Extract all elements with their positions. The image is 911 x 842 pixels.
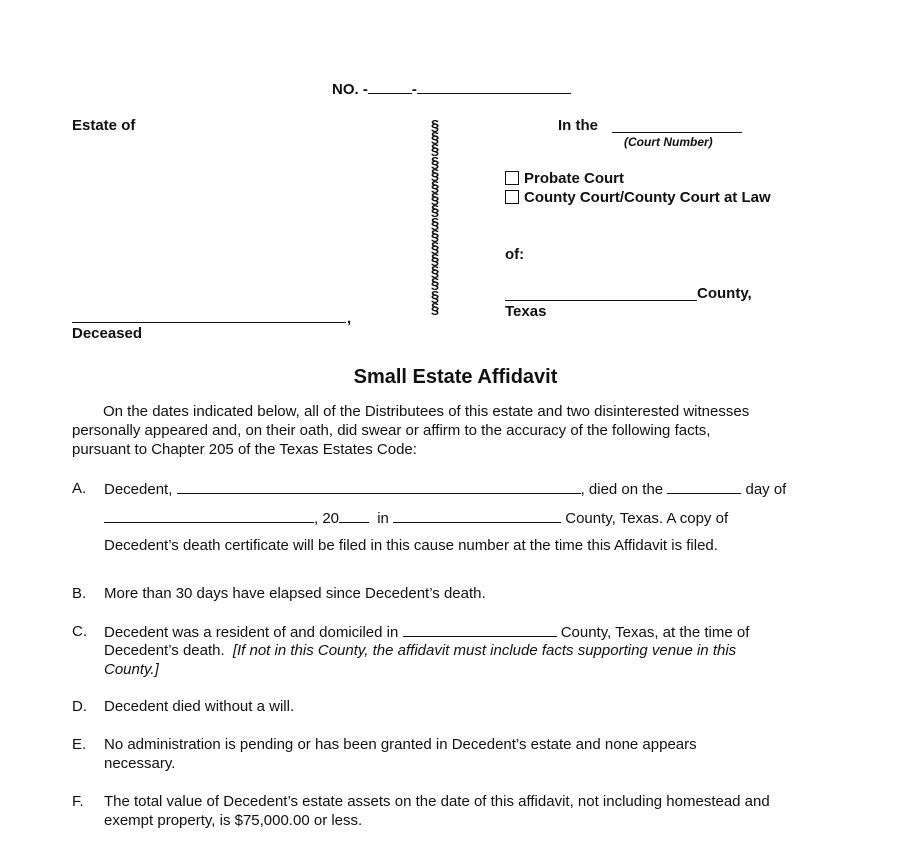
deceased-name-line[interactable]	[72, 322, 346, 323]
item-f-letter: F.	[72, 793, 84, 810]
court-number-line[interactable]	[612, 132, 742, 133]
item-a-row-2	[104, 508, 728, 528]
probate-court-checkbox[interactable]	[505, 171, 519, 185]
death-day-blank[interactable]	[667, 479, 741, 494]
county-label: County,	[697, 285, 752, 302]
item-c-row-3: County.]	[104, 661, 159, 678]
section-symbol: §	[430, 165, 440, 183]
item-a-letter: A.	[72, 480, 87, 497]
section-symbol: §	[430, 153, 440, 171]
item-a-row-3: Decedent’s death certificate will be filed in this cause number at the time this Affidavit is filed.	[104, 537, 718, 554]
in-the-label: In the	[558, 117, 598, 134]
case-number-dash: -	[411, 81, 417, 98]
probate-court-label: Probate Court	[524, 170, 625, 187]
case-number-label: NO. -	[332, 81, 368, 98]
item-f-line-2: exempt property, is $75,000.00 or less.	[104, 812, 363, 829]
section-symbol-column	[428, 117, 442, 317]
page-title: Small Estate Affidavit	[353, 366, 558, 388]
section-symbol: §	[430, 226, 440, 244]
section-symbol: §	[430, 129, 440, 147]
item-d-text: Decedent died without a will.	[104, 698, 295, 715]
item-c-row-1	[104, 622, 749, 642]
item-c-letter: C.	[72, 623, 87, 640]
court-number-caption: (Court Number)	[624, 135, 713, 149]
section-symbol: §	[430, 275, 440, 293]
deceased-comma: ,	[347, 310, 352, 327]
died-on-label: , died on the	[580, 481, 664, 498]
estate-of-label: Estate of	[72, 117, 136, 134]
item-e-letter: E.	[72, 736, 87, 753]
death-month-blank[interactable]	[104, 508, 314, 523]
section-symbol: §	[430, 177, 440, 195]
item-b-letter: B.	[72, 585, 87, 602]
county-name-line[interactable]	[505, 300, 697, 301]
item-c-text-1: Decedent was a resident of and domiciled in	[104, 624, 399, 641]
day-of-label: day of	[745, 481, 787, 498]
county-court-checkbox[interactable]	[505, 190, 519, 204]
item-c-row-2	[104, 641, 736, 660]
section-symbol: §	[430, 214, 440, 232]
item-e-line-1: No administration is pending or has been granted in Decedent’s estate and none appears	[104, 736, 697, 753]
section-symbol: §	[430, 117, 440, 134]
county-texas-label: County, Texas. A copy of	[565, 510, 729, 527]
section-symbol: §	[430, 190, 440, 208]
intro-line-3: pursuant to Chapter 205 of the Texas Estates Code:	[72, 441, 417, 458]
intro-line-2: personally appeared and, on their oath, did swear or affirm to the accuracy of the following facts,	[72, 422, 711, 439]
section-symbol: §	[430, 202, 440, 220]
case-number-blank-1[interactable]	[368, 79, 412, 94]
death-county-blank[interactable]	[393, 508, 561, 523]
case-number-blank-2[interactable]	[417, 79, 571, 94]
section-symbol: §	[430, 251, 440, 269]
intro-line-1: On the dates indicated below, all of the Distributees of this estate and two disinterested witnesses	[103, 403, 750, 420]
item-a-row-1	[104, 479, 786, 499]
section-symbol: §	[430, 141, 440, 159]
item-d-letter: D.	[72, 698, 87, 715]
court-option-county[interactable]	[505, 189, 771, 206]
section-symbol: §	[430, 263, 440, 281]
texas-label: Texas	[505, 303, 547, 320]
item-e-line-2: necessary.	[104, 755, 176, 772]
item-f-line-1: The total value of Decedent’s estate assets on the date of this affidavit, not including homestead and	[104, 793, 770, 810]
section-symbol: §	[430, 299, 440, 317]
deceased-label: Deceased	[72, 325, 143, 342]
decedent-name-blank[interactable]	[177, 479, 581, 494]
year-prefix-label: , 20	[314, 510, 340, 527]
section-symbol: §	[430, 238, 440, 256]
item-c-italic: [If not in this County, the affidavit must include facts supporting venue in this	[232, 642, 737, 659]
in-label: in	[377, 510, 389, 527]
case-number	[332, 79, 571, 98]
section-symbol: §	[430, 287, 440, 305]
domicile-county-blank[interactable]	[403, 622, 557, 637]
of-label: of:	[505, 246, 525, 263]
county-court-label: County Court/County Court at Law	[524, 189, 771, 206]
decedent-label: Decedent,	[104, 481, 173, 498]
item-b-text: More than 30 days have elapsed since Decedent’s death.	[104, 585, 486, 602]
death-year-blank[interactable]	[339, 508, 369, 523]
item-c-text-1b: County, Texas, at the time of	[560, 624, 750, 641]
court-option-probate[interactable]	[505, 170, 624, 187]
item-c-text-2: Decedent’s death.	[104, 642, 225, 659]
